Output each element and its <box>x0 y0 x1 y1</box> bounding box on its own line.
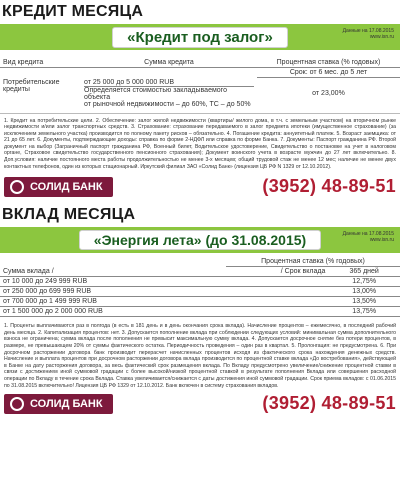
deposit-notes: 1. Проценты выплачиваются раз в полгода (в есть в 181 день и в день окончания срока вклада). Начисление процентов – ежемесячно, в последний рабочий день месяца. 2. Капитализация процентов: нет. 3. Допускается пополнение вклада при соблюдении следующих условий: минимальная сумма дополнительного взноса не ограничена; сумма вклада после пополнения не превысит максимальную сумму вклада. 4. Допускается досрочное снятие без потери процентов, в размере, не превышающем 20% от суммы фактического остатка. Периодичность проведения – один раз в квартал. 5. Пролонгация: не предусмотрена. 6. При досрочном расторжении договора банк производит перерасчет начисленных процентов исходя из фактического срока нахождения денежных средств. Начисление и выплата процентов при досрочном расторжении договора вклада производится по процентной ставке вклада «До востребования», действующей в Банке на дату расторжения договора, за весь фактический срок размещения вклада. По Вкладу предусмотрено увеличение/снижение процентной ставки в связи с достижением иной суммовой градации с более высокой/низкой процентной ставкой в результате пополнения Вклада или совершения расходной операции по Вкладу в течение срока Вклада. Ставка увеличивается/снижается с даты достижения иной суммовой градации. Срок приема вкладов: с 01.06.2015 по 31.08.2015 включительно! Лицензия ЦБ РФ 1329 от 12.10.2012. Банк включен в систему страхования вкладов. <box>4 323 396 389</box>
table-row <box>0 277 400 287</box>
credit-meta-site: www.isn.ru <box>369 34 394 40</box>
deposit-col-term: / Срок вклада <box>226 267 328 277</box>
credit-amount-range: от 25 000 до 5 000 000 RUB <box>84 79 254 87</box>
bank-logo-icon <box>10 397 24 411</box>
deposit-rate-1: 13,00% <box>328 287 400 297</box>
credit-table <box>0 58 400 109</box>
credit-amount-desc: Определяется стоимостью закладываемого объекта <box>84 86 227 101</box>
credit-bank-name: СОЛИД БАНК <box>30 180 103 193</box>
deposit-col-amount-label: Сумма вклада / <box>3 267 54 275</box>
deposit-rate-3: 13,75% <box>328 307 400 317</box>
credit-meta-date: Данные на 17.08.2015 <box>342 28 394 34</box>
deposit-amount-3: от 1 500 000 до 2 000 000 RUB <box>0 307 328 317</box>
deposit-bank-row <box>0 393 400 414</box>
table-row <box>0 287 400 297</box>
credit-col-rate: Процентная ставка (% годовых) <box>257 58 400 68</box>
deposit-banner <box>0 227 400 253</box>
deposit-section <box>0 203 400 414</box>
deposit-table-header <box>0 267 400 277</box>
credit-term-row <box>0 68 400 78</box>
credit-banner-title: «Кредит под залог» <box>112 27 288 48</box>
deposit-meta-site: www.isn.ru <box>369 237 394 244</box>
credit-bank-row <box>0 176 400 197</box>
credit-rate: от 23,00% <box>312 89 345 97</box>
deposit-bank-name: СОЛИД БАНК <box>30 397 103 410</box>
credit-table-header <box>0 58 400 68</box>
credit-bank-logo <box>4 177 113 197</box>
credit-row <box>0 78 400 109</box>
deposit-rate-2: 13,50% <box>328 297 400 307</box>
credit-divider <box>0 113 400 114</box>
deposit-section-title: ВКЛАД МЕСЯЦА <box>2 206 136 224</box>
deposit-phone[interactable]: (3952) 48-89-51 <box>262 393 396 414</box>
deposit-amount-1: от 250 000 до 699 999 RUB <box>0 287 328 297</box>
deposit-meta-date: Данные на 17.08.2015 <box>342 231 394 238</box>
deposit-meta <box>343 231 394 243</box>
credit-amount-limit: от рыночной недвижимости – до 60%, ТС – до 50% <box>84 100 251 108</box>
deposit-rate-header: Процентная ставка (% годовых) <box>226 257 400 267</box>
credit-section <box>0 0 400 197</box>
credit-col-type: Вид кредита <box>0 58 81 68</box>
credit-amount <box>81 78 257 109</box>
deposit-amount-0: от 10 000 до 249 999 RUB <box>0 277 328 287</box>
deposit-table <box>0 257 400 317</box>
credit-notes: 1. Кредит на потребительские цели. 2. Обеспечение: залог жилой недвижимости (квартиры/ жилого дома, в т.ч. с земельным участком) на вторичном рынке недвижимости и/или залог транспортных средств. 3. Страхование: страхование передаваемого в залог предмета ипотеки (имущественное страхование) (за исключением земельного участка) производится по полному пакету рисков – обязательно. 4. Погашение кредита: аннуитетный платеж. 5. Возраст заемщика: от 21 до 65 лет. 6. Документы, подтверждающие доходы: справка по форме 2-НДФЛ или справка по форме Банка. 7. Документы: Паспорт гражданина РФ. Второй документ на выбор (Заграничный паспорт гражданина РФ, Военный билет, Водительское удостоверение, Свидетельство о постановке на учет в налоговом органе, Страховое свидетельство государственного пенсионного страхования); Документ воинского учета в возрасте мужчин до 27 лет включительно. 8. Доп.условия: наличие постоянного места работы продолжительностью не менее 3-х месяцев; общий трудовой стаж не менее 12 мес; наличие не менее двух контактных телефонов, один из которых стационарный. Иркутский филиал ЗАО «Солид Банк» (лицензия ЦБ РФ N 1329 от 12.10.2012). <box>4 117 396 170</box>
bank-logo-icon <box>10 180 24 194</box>
deposit-banner-title: «Энергия лета» (до 31.08.2015) <box>79 230 321 250</box>
deposit-col-days: 365 дней <box>328 267 400 277</box>
credit-meta <box>343 28 394 40</box>
credit-col-amount: Сумма кредита <box>81 58 257 68</box>
table-row <box>0 307 400 317</box>
credit-type: Потребительские кредиты <box>3 78 60 93</box>
credit-term: Срок: от 6 мес. до 5 лет <box>257 68 400 78</box>
credit-section-title: КРЕДИТ МЕСЯЦА <box>2 3 144 20</box>
table-row <box>0 297 400 307</box>
deposit-rate-header-row <box>0 257 400 267</box>
deposit-col-amount <box>0 267 226 277</box>
credit-banner <box>0 24 400 50</box>
deposit-bank-logo <box>4 394 113 414</box>
credit-phone[interactable]: (3952) 48-89-51 <box>262 176 396 197</box>
deposit-amount-2: от 700 000 до 1 499 999 RUB <box>0 297 328 307</box>
deposit-rate-0: 12,75% <box>328 277 400 287</box>
